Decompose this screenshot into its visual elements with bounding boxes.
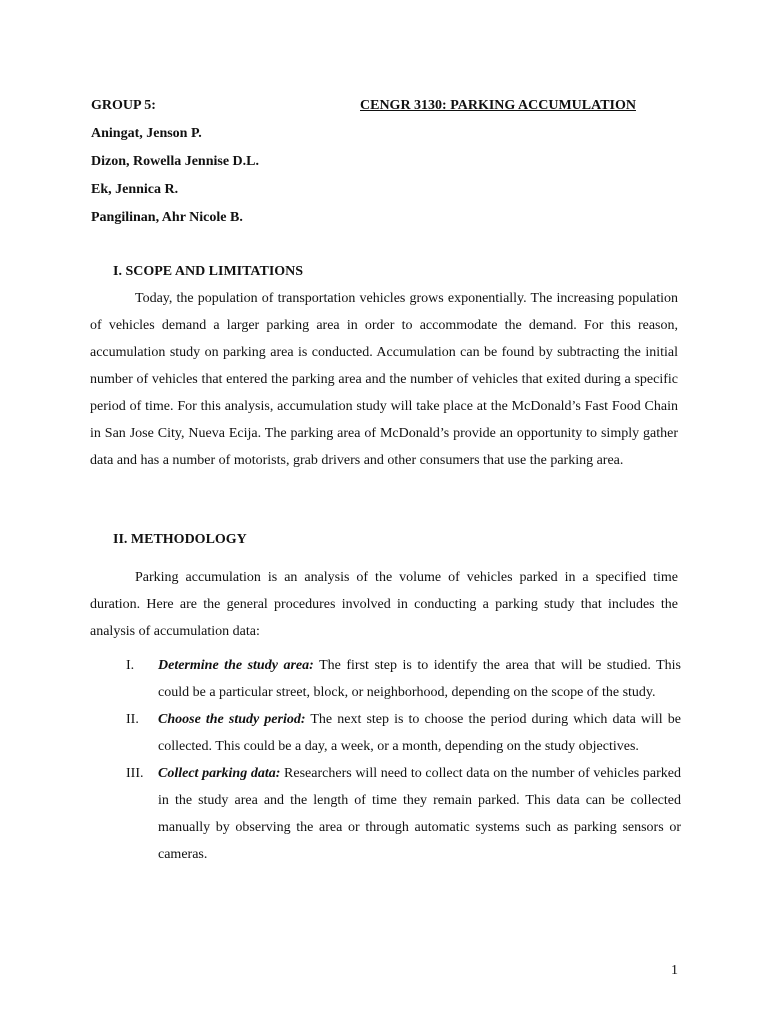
step-term: Determine the study area: (158, 658, 314, 673)
page-number: 1 (671, 963, 678, 978)
member-name: Dizon, Rowella Jennise D.L. (91, 154, 259, 169)
methodology-paragraph-text: Parking accumulation is an analysis of the volume of vehicles parked in a specified time duration. Here are the general procedures involved in conducting a parking study that includes the analysis of accumulation data: (90, 570, 678, 639)
step-description: The first step is to identify the area that will be studied. This could be a particular street, block, or neighborhood, depending on the scope of the study. (158, 658, 681, 700)
document-header (91, 92, 671, 116)
scope-heading: I. SCOPE AND LIMITATIONS (113, 264, 304, 279)
step-description: Researchers will need to collect data on the number of vehicles parked in the study area and the length of time they remain parked. This data can be collected manually by observing the area or through automatic systems such as parking sensors or cameras. (158, 766, 681, 862)
step-term: Collect parking data: (158, 766, 281, 781)
procedure-step (113, 760, 681, 868)
member-name: Aningat, Jenson P. (91, 126, 202, 141)
step-number: II. (126, 712, 139, 727)
group-label: GROUP 5: (91, 98, 156, 113)
scope-paragraph-text: Today, the population of transportation vehicles grows exponentially. The increasing population of vehicles demand a larger parking area in order to accommodate the demand. For this reason, accumulation study on parking area is conducted. Accumulation can be found by subtracting the initial number of vehicles that entered the parking area and the number of vehicles that exited during a specific period of time. For this analysis, accumulation study will take place at the McDonald’s Fast Food Chain in San Jose City, Nueva Ecija. The parking area of McDonald’s provide an opportunity to simply gather data and has a number of motorists, grab drivers and other consumers that use the parking area. (90, 291, 678, 468)
step-term: Choose the study period: (158, 712, 306, 727)
procedure-list (113, 652, 681, 868)
methodology-paragraph (90, 564, 678, 645)
methodology-heading: II. METHODOLOGY (113, 532, 247, 547)
scope-paragraph (90, 285, 678, 474)
member-name: Ek, Jennica R. (91, 182, 179, 197)
member-list (91, 120, 259, 232)
step-number: I. (126, 658, 135, 673)
step-description: The next step is to choose the period during which data will be collected. This could be a day, a week, or a month, depending on the study objectives. (158, 712, 682, 754)
procedure-step (113, 706, 681, 760)
member-name: Pangilinan, Ahr Nicole B. (91, 210, 243, 225)
procedure-step (113, 652, 681, 706)
course-title: CENGR 3130: PARKING ACCUMULATION (360, 98, 636, 113)
step-number: III. (126, 766, 144, 781)
